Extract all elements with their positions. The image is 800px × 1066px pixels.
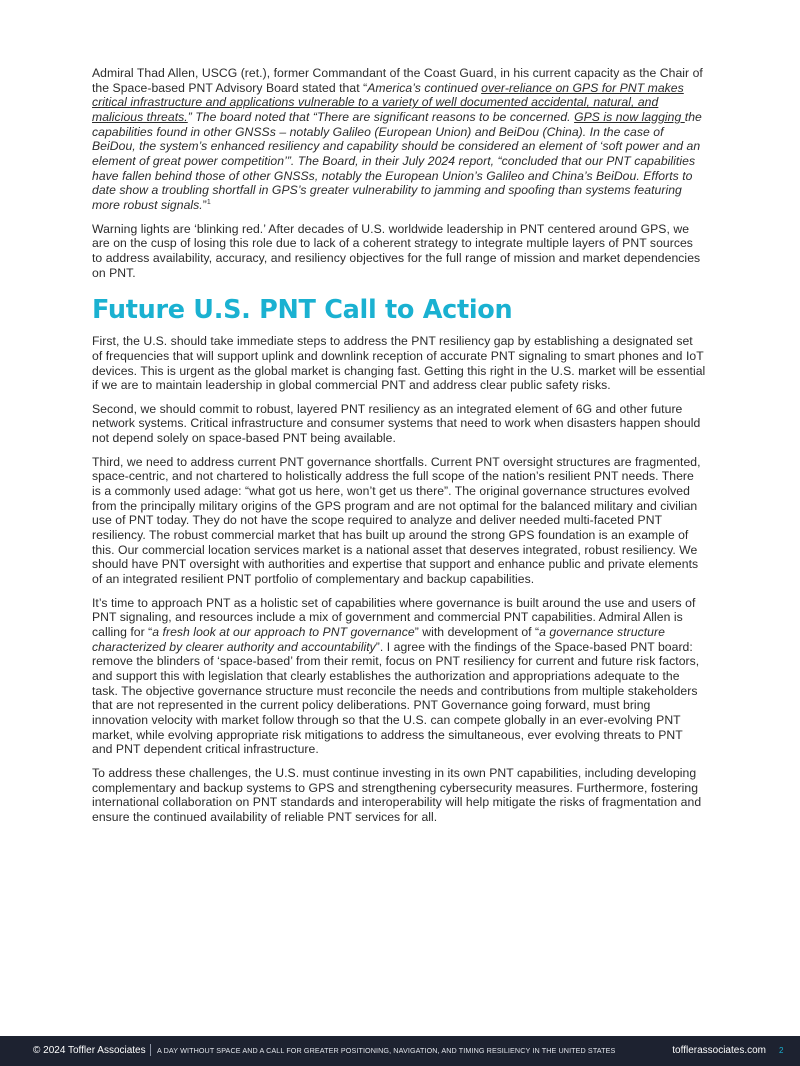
footnote-marker[interactable]: 1 [206, 198, 211, 206]
italic-quote: a governance structure characterized by clearer authority and accountability [92, 625, 665, 654]
italic-quote: America’s continued [367, 80, 482, 95]
paragraph-warning-lights: Warning lights are ‘blinking red.’ After decades of U.S. worldwide leadership in PNT centered around GPS, we are on the cusp of losing this role due to lack of a coherent strategy to integrate multiple layers of PNT sources to address availability, accuracy, and resiliency objectives for the full range of mission and market dependencies on PNT. [92, 221, 701, 280]
text-run: ” [202, 197, 207, 212]
paragraph-holistic-approach [92, 596, 706, 757]
paragraph-third: Third, we need to address current PNT governance shortfalls. Current PNT oversight structures are fragmented, space-centric, and not chartered to holistically address the full scope of the nation’s resilient PNT needs. There is a commonly used adage: “what got us here, won’t get us there”. The original governance structures evolved from the principally military origins of the GPS program and are not optimal for the balanced military and civilian use of PNT today. They do not have the scope required to analyze and deliver needed multi-faceted PNT resiliency. The robust commercial market that has built up around the strong GPS foundation is an example of this. Our commercial location services market is a national asset that deserves integrated, robust resiliency. We should have PNT oversight with authorities and expertise that support and enhance public and private elements of an integrated resilient PNT portfolio of complementary and backup capabilities. [92, 454, 701, 587]
text-run: ” with development of “ [414, 625, 540, 639]
page-number: 2 [779, 1046, 784, 1055]
footer-copyright: © 2024 Toffler Associates [33, 1045, 146, 1056]
italic-quote: a fresh look at our approach to PNT governance [152, 625, 415, 639]
paragraph-first: First, the U.S. should take immediate steps to address the PNT resiliency gap by establishing a designated set of frequencies that will support uplink and downlink reception of accurate PNT signaling to smart phones and IoT devices. This is urgent as the global market is changing fast. Getting this right in the U.S. market will be essential if we are to maintain leadership in global commercial PNT and address clear public safety risks. [92, 334, 706, 393]
footer-document-title: A DAY WITHOUT SPACE AND A CALL FOR GREATER POSITIONING, NAVIGATION, AND TIMING RESILIENCY IN THE UNITED STATES [157, 1046, 616, 1055]
paragraph-admiral-allen-quote [92, 66, 706, 213]
underlined-quote-link[interactable]: GPS is now lagging [574, 109, 685, 124]
paragraph-second: Second, we should commit to robust, layered PNT resiliency as an integrated element of 6G and other future network systems. Critical infrastructure and consumer systems that need to work when disasters happen should not depend solely on space-based PNT being available. [92, 401, 701, 446]
italic-quote: the capabilities found in other GNSSs – notably Galileo (European Union) and BeiDou (China). In the case of BeiDou, the system’s enhanced resiliency and capability should be considered an element of ‘soft power and an element of great power competition’”. The Board, in their July 2024 report, “concluded that our PNT capabilities have fallen behind those of other GNSSs, notably the European Union’s Galileo and China’s BeiDou. Efforts to date show a troubling shortfall in GPS’s greater vulnerability to jamming and spoofing than systems featuring more robust signals. [92, 109, 702, 212]
footer-divider [150, 1044, 151, 1056]
text-run: ”. I agree with the findings of the Space-based PNT board: remove the blinders of ‘space-based’ from their remit, focus on PNT resiliency for current and future risk factors, and support this with legislation that clearly establishes the authorization and appropriations adequate to the task. The objective governance structure must reconcile the needs and contributions from multiple stakeholders that are not represented in the current policy deliberations. PNT Governance going forward, must bring innovation velocity with market follow through so that the U.S. can compete globally in an ever-evolving PNT market, while evolving appropriate risk mitigations to address the simultaneous, ever evolving threats to PNT and PNT dependent critical infrastructure. [92, 639, 700, 757]
footer-website-link[interactable]: tofflerassociates.com [672, 1045, 766, 1056]
underlined-quote-link[interactable]: over-reliance on GPS for PNT makes critical infrastructure and applications vulnerable to a variety of well documented accidental, natural, and malicious threats. [92, 80, 684, 124]
text-run: It’s time to approach PNT as a holistic set of capabilities where governance is built around the use and users of PNT signaling, and resources include a mix of government and commercial PNT capabilities. Admiral Allen is calling for “ [92, 595, 696, 639]
italic-quote: ” The board noted that “There are significant reasons to be concerned. [187, 109, 575, 124]
paragraph-conclusion: To address these challenges, the U.S. must continue investing in its own PNT capabilities, including developing complementary and backup systems to GPS and strengthening cybersecurity measures. Furthermore, fostering international collaboration on PNT standards and interoperability will help mitigate the risks of fragmentation and ensure the continued availability of reliable PNT services for all. [92, 765, 702, 824]
section-heading: Future U.S. PNT Call to Action [92, 295, 513, 326]
text-run: Admiral Thad Allen, USCG (ret.), former Commandant of the Coast Guard, in his current capacity as the Chair of the Space-based PNT Advisory Board stated that “ [92, 66, 703, 95]
page-footer [0, 1036, 800, 1066]
page-content [92, 66, 706, 834]
